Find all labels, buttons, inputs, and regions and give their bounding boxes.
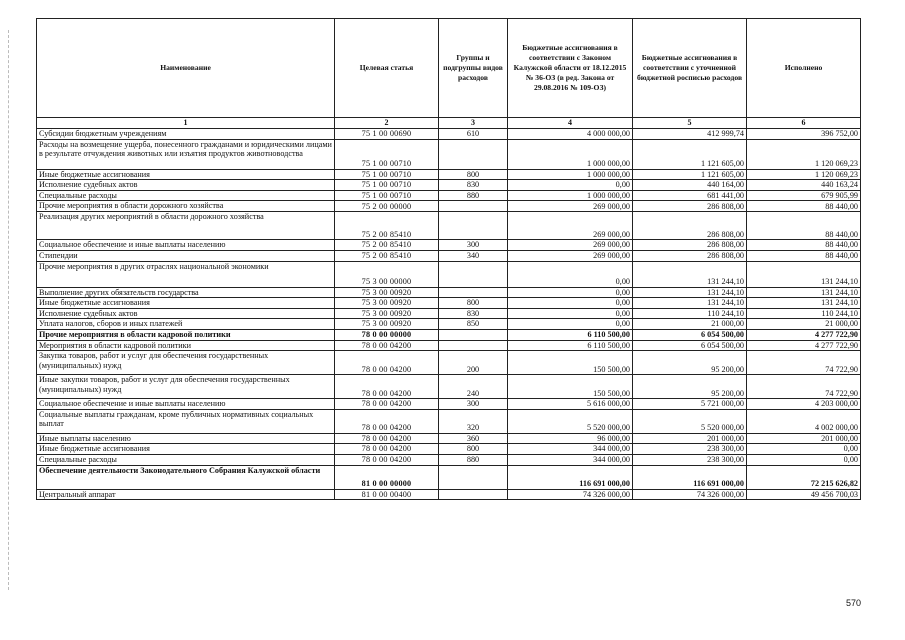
column-number: 6 xyxy=(747,118,861,129)
row-name: Исполнение судебных актов xyxy=(37,180,335,191)
row-name: Прочие мероприятия в области кадровой политики xyxy=(37,329,335,340)
row-executed-amount: 88 440,00 xyxy=(747,201,861,212)
row-name: Мероприятия в области кадровой политики xyxy=(37,340,335,351)
row-name: Прочие мероприятия в области дорожного хозяйства xyxy=(37,201,335,212)
table-row xyxy=(37,399,861,410)
row-law-amount: 5 616 000,00 xyxy=(508,399,633,410)
table-row xyxy=(37,319,861,330)
row-group xyxy=(439,201,508,212)
row-refined-amount: 681 441,00 xyxy=(633,190,747,201)
row-executed-amount: 88 440,00 xyxy=(747,212,861,240)
row-executed-amount: 131 244,10 xyxy=(747,298,861,309)
row-law-amount: 0,00 xyxy=(508,287,633,298)
table-row xyxy=(37,329,861,340)
row-name: Центральный аппарат xyxy=(37,489,335,500)
table-row xyxy=(37,433,861,444)
table-row xyxy=(37,212,861,240)
table-row xyxy=(37,139,861,169)
table-row xyxy=(37,261,861,287)
row-refined-amount: 6 054 500,00 xyxy=(633,340,747,351)
table-row xyxy=(37,201,861,212)
row-group: 880 xyxy=(439,454,508,465)
row-law-amount: 1 000 000,00 xyxy=(508,169,633,180)
row-executed-amount: 72 215 626,82 xyxy=(747,465,861,489)
row-name: Обеспечение деятельности Законодательного Собрания Калужской области xyxy=(37,465,335,489)
row-refined-amount: 1 121 605,00 xyxy=(633,139,747,169)
row-refined-amount: 95 200,00 xyxy=(633,375,747,399)
row-refined-amount: 5 520 000,00 xyxy=(633,409,747,433)
header-refined: Бюджетные ассигнования в соответствии с уточненной бюджетной росписью расходов xyxy=(633,19,747,118)
column-number: 3 xyxy=(439,118,508,129)
row-article: 75 1 00 00710 xyxy=(335,180,439,191)
row-refined-amount: 131 244,10 xyxy=(633,298,747,309)
row-law-amount: 96 000,00 xyxy=(508,433,633,444)
row-law-amount: 74 326 000,00 xyxy=(508,489,633,500)
row-article: 78 0 00 04200 xyxy=(335,444,439,455)
row-name: Социальное обеспечение и иные выплаты населению xyxy=(37,240,335,251)
row-article: 78 0 00 04200 xyxy=(335,433,439,444)
row-executed-amount: 679 905,99 xyxy=(747,190,861,201)
row-refined-amount: 116 691 000,00 xyxy=(633,465,747,489)
row-article: 75 3 00 00000 xyxy=(335,261,439,287)
row-executed-amount: 88 440,00 xyxy=(747,240,861,251)
page-number: 570 xyxy=(846,598,862,608)
table-row xyxy=(37,409,861,433)
row-group xyxy=(439,139,508,169)
row-article: 75 2 00 85410 xyxy=(335,240,439,251)
row-group: 880 xyxy=(439,190,508,201)
table-row xyxy=(37,287,861,298)
row-name: Закупка товаров, работ и услуг для обеспечения государственных (муниципальных) нужд xyxy=(37,351,335,375)
row-name: Реализация других мероприятий в области дорожного хозяйства xyxy=(37,212,335,240)
row-refined-amount: 286 808,00 xyxy=(633,212,747,240)
row-law-amount: 0,00 xyxy=(508,319,633,330)
row-law-amount: 150 500,00 xyxy=(508,351,633,375)
header-law: Бюджетные ассигнования в соответствии с Законом Калужской области от 18.12.2015 № 36-ОЗ (в ред. Закона от 29.08.2016 № 109-ОЗ) xyxy=(508,19,633,118)
row-executed-amount: 88 440,00 xyxy=(747,250,861,261)
row-executed-amount: 4 277 722,90 xyxy=(747,340,861,351)
column-number: 4 xyxy=(508,118,633,129)
row-executed-amount: 396 752,00 xyxy=(747,129,861,140)
row-refined-amount: 440 164,00 xyxy=(633,180,747,191)
row-refined-amount: 21 000,00 xyxy=(633,319,747,330)
row-law-amount: 4 000 000,00 xyxy=(508,129,633,140)
header-executed: Исполнено xyxy=(747,19,861,118)
row-law-amount: 269 000,00 xyxy=(508,201,633,212)
column-number: 2 xyxy=(335,118,439,129)
row-law-amount: 0,00 xyxy=(508,308,633,319)
row-article: 75 1 00 00710 xyxy=(335,190,439,201)
row-article: 75 2 00 85410 xyxy=(335,250,439,261)
row-refined-amount: 1 121 605,00 xyxy=(633,169,747,180)
row-group: 240 xyxy=(439,375,508,399)
row-article: 75 2 00 00000 xyxy=(335,201,439,212)
row-executed-amount: 4 203 000,00 xyxy=(747,399,861,410)
row-article: 75 3 00 00920 xyxy=(335,287,439,298)
row-refined-amount: 201 000,00 xyxy=(633,433,747,444)
row-group: 340 xyxy=(439,250,508,261)
row-article: 81 0 00 00400 xyxy=(335,489,439,500)
table-row xyxy=(37,351,861,375)
row-law-amount: 344 000,00 xyxy=(508,454,633,465)
row-article: 75 3 00 00920 xyxy=(335,319,439,330)
row-article: 75 1 00 00710 xyxy=(335,139,439,169)
row-name: Стипендии xyxy=(37,250,335,261)
row-article: 78 0 00 04200 xyxy=(335,375,439,399)
row-law-amount: 269 000,00 xyxy=(508,240,633,251)
row-law-amount: 6 110 500,00 xyxy=(508,329,633,340)
row-name: Субсидии бюджетным учреждениям xyxy=(37,129,335,140)
row-law-amount: 0,00 xyxy=(508,261,633,287)
row-name: Иные закупки товаров, работ и услуг для обеспечения государственных (муниципальных) нужд xyxy=(37,375,335,399)
table-row xyxy=(37,444,861,455)
row-group: 300 xyxy=(439,240,508,251)
row-name: Специальные расходы xyxy=(37,190,335,201)
row-refined-amount: 74 326 000,00 xyxy=(633,489,747,500)
column-number: 1 xyxy=(37,118,335,129)
table-row xyxy=(37,190,861,201)
table-row xyxy=(37,180,861,191)
row-law-amount: 1 000 000,00 xyxy=(508,139,633,169)
header-row xyxy=(37,19,861,118)
row-executed-amount: 440 163,24 xyxy=(747,180,861,191)
row-group xyxy=(439,489,508,500)
row-article: 75 1 00 00710 xyxy=(335,169,439,180)
row-name: Иные бюджетные ассигнования xyxy=(37,444,335,455)
row-executed-amount: 0,00 xyxy=(747,444,861,455)
column-number-row xyxy=(37,118,861,129)
row-group: 800 xyxy=(439,298,508,309)
row-executed-amount: 4 002 000,00 xyxy=(747,409,861,433)
row-law-amount: 1 000 000,00 xyxy=(508,190,633,201)
row-article: 75 3 00 00920 xyxy=(335,308,439,319)
row-executed-amount: 0,00 xyxy=(747,454,861,465)
row-refined-amount: 286 808,00 xyxy=(633,250,747,261)
row-name: Иные выплаты населению xyxy=(37,433,335,444)
row-refined-amount: 412 999,74 xyxy=(633,129,747,140)
row-name: Исполнение судебных актов xyxy=(37,308,335,319)
row-name: Специальные расходы xyxy=(37,454,335,465)
row-group: 800 xyxy=(439,444,508,455)
table-row xyxy=(37,298,861,309)
table-row xyxy=(37,129,861,140)
row-article: 75 1 00 00690 xyxy=(335,129,439,140)
binding-margin-line xyxy=(8,30,10,590)
row-refined-amount: 238 300,00 xyxy=(633,444,747,455)
row-law-amount: 344 000,00 xyxy=(508,444,633,455)
table-row xyxy=(37,340,861,351)
row-executed-amount: 1 120 069,23 xyxy=(747,139,861,169)
row-name: Уплата налогов, сборов и иных платежей xyxy=(37,319,335,330)
row-refined-amount: 131 244,10 xyxy=(633,261,747,287)
table-row xyxy=(37,250,861,261)
row-article: 78 0 00 04200 xyxy=(335,351,439,375)
row-refined-amount: 6 054 500,00 xyxy=(633,329,747,340)
row-law-amount: 0,00 xyxy=(508,298,633,309)
table-row xyxy=(37,465,861,489)
row-executed-amount: 74 722,90 xyxy=(747,375,861,399)
row-law-amount: 0,00 xyxy=(508,180,633,191)
row-refined-amount: 5 721 000,00 xyxy=(633,399,747,410)
table-row xyxy=(37,169,861,180)
row-executed-amount: 131 244,10 xyxy=(747,261,861,287)
row-article: 78 0 00 04200 xyxy=(335,399,439,410)
row-executed-amount: 201 000,00 xyxy=(747,433,861,444)
row-law-amount: 150 500,00 xyxy=(508,375,633,399)
row-group xyxy=(439,261,508,287)
row-group xyxy=(439,212,508,240)
column-number: 5 xyxy=(633,118,747,129)
row-article: 81 0 00 00000 xyxy=(335,465,439,489)
row-law-amount: 6 110 500,00 xyxy=(508,340,633,351)
row-group: 800 xyxy=(439,169,508,180)
row-article: 75 3 00 00920 xyxy=(335,298,439,309)
row-group: 360 xyxy=(439,433,508,444)
row-refined-amount: 238 300,00 xyxy=(633,454,747,465)
row-executed-amount: 131 244,10 xyxy=(747,287,861,298)
row-article: 78 0 00 00000 xyxy=(335,329,439,340)
row-name: Социальные выплаты гражданам, кроме публичных нормативных социальных выплат xyxy=(37,409,335,433)
row-article: 78 0 00 04200 xyxy=(335,340,439,351)
row-name: Выполнение других обязательств государства xyxy=(37,287,335,298)
row-executed-amount: 74 722,90 xyxy=(747,351,861,375)
row-executed-amount: 49 456 700,03 xyxy=(747,489,861,500)
row-group: 850 xyxy=(439,319,508,330)
row-article: 78 0 00 04200 xyxy=(335,409,439,433)
header-name: Наименование xyxy=(37,19,335,118)
row-refined-amount: 110 244,10 xyxy=(633,308,747,319)
row-executed-amount: 1 120 069,23 xyxy=(747,169,861,180)
row-name: Прочие мероприятия в других отраслях национальной экономики xyxy=(37,261,335,287)
row-group: 300 xyxy=(439,399,508,410)
row-article: 78 0 00 04200 xyxy=(335,454,439,465)
row-name: Иные бюджетные ассигнования xyxy=(37,169,335,180)
row-law-amount: 269 000,00 xyxy=(508,212,633,240)
budget-table xyxy=(36,18,861,500)
row-refined-amount: 95 200,00 xyxy=(633,351,747,375)
row-group: 320 xyxy=(439,409,508,433)
row-name: Иные бюджетные ассигнования xyxy=(37,298,335,309)
row-law-amount: 269 000,00 xyxy=(508,250,633,261)
row-name: Социальное обеспечение и иные выплаты населению xyxy=(37,399,335,410)
table-body xyxy=(37,129,861,500)
row-group xyxy=(439,287,508,298)
row-law-amount: 5 520 000,00 xyxy=(508,409,633,433)
row-group xyxy=(439,340,508,351)
table-row xyxy=(37,489,861,500)
table-row xyxy=(37,308,861,319)
row-refined-amount: 131 244,10 xyxy=(633,287,747,298)
row-group xyxy=(439,329,508,340)
row-article: 75 2 00 85410 xyxy=(335,212,439,240)
table-row xyxy=(37,454,861,465)
row-refined-amount: 286 808,00 xyxy=(633,201,747,212)
table-row xyxy=(37,240,861,251)
row-group: 830 xyxy=(439,308,508,319)
row-group: 830 xyxy=(439,180,508,191)
row-law-amount: 116 691 000,00 xyxy=(508,465,633,489)
row-group xyxy=(439,465,508,489)
row-refined-amount: 286 808,00 xyxy=(633,240,747,251)
row-executed-amount: 110 244,10 xyxy=(747,308,861,319)
row-executed-amount: 4 277 722,90 xyxy=(747,329,861,340)
row-executed-amount: 21 000,00 xyxy=(747,319,861,330)
header-group: Группы и подгруппы видов расходов xyxy=(439,19,508,118)
header-article: Целевая статья xyxy=(335,19,439,118)
row-group: 610 xyxy=(439,129,508,140)
table-row xyxy=(37,375,861,399)
row-group: 200 xyxy=(439,351,508,375)
row-name: Расходы на возмещение ущерба, понесенного гражданами и юридическими лицами в результате отчуждения животных или изъятия продуктов животноводства xyxy=(37,139,335,169)
